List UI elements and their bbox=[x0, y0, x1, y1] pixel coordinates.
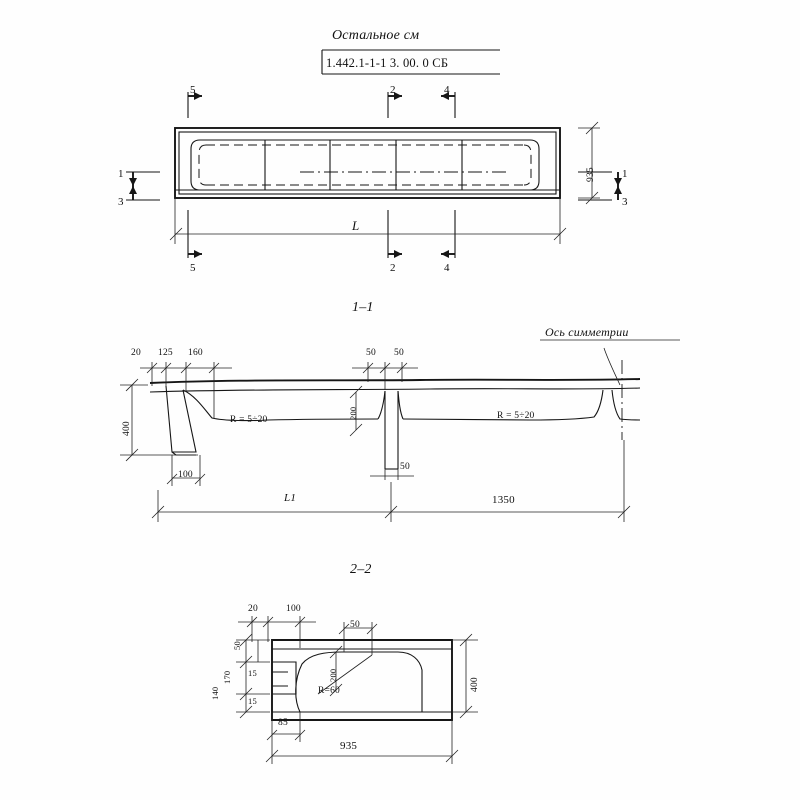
plan-height-dim: 935 bbox=[586, 167, 596, 182]
plan-section-mark-top-4: 4 bbox=[444, 84, 450, 96]
dim-140-s22: 140 bbox=[210, 686, 220, 700]
dim-170-s22: 170 bbox=[222, 670, 232, 684]
dim-200-s22: 200 bbox=[328, 668, 338, 682]
plan-section-mark-bottom-4: 4 bbox=[444, 262, 450, 274]
dim-935-s22: 935 bbox=[340, 740, 358, 752]
dim-100-s22: 100 bbox=[286, 604, 301, 614]
plan-section-mark-left-1: 1 bbox=[118, 168, 124, 180]
dim-50-left-s22: 50 bbox=[232, 641, 242, 650]
radius-note-left: R = 5÷20 bbox=[230, 415, 268, 425]
dim-400-s22: 400 bbox=[470, 677, 480, 692]
plan-section-mark-top-2: 2 bbox=[390, 84, 396, 96]
plan-length-label: L bbox=[352, 218, 360, 233]
radius-note-right: R = 5÷20 bbox=[497, 411, 535, 421]
dim-160-s11: 160 bbox=[188, 348, 203, 358]
plan-section-mark-bottom-2: 2 bbox=[390, 262, 396, 274]
dim-85-s22: 85 bbox=[278, 718, 288, 728]
span-left-label: L1 bbox=[284, 492, 297, 504]
dim-100-s11: 100 bbox=[178, 470, 193, 480]
dim-50-right-s11: 50 bbox=[394, 348, 404, 358]
title-code: 1.442.1-1-1 3. 00. 0 СБ bbox=[326, 56, 449, 70]
span-right-label: 1350 bbox=[492, 494, 515, 506]
plan-section-mark-right-3: 3 bbox=[622, 196, 628, 208]
dim-20-s22: 20 bbox=[248, 604, 258, 614]
dim-200-s11: 200 bbox=[348, 406, 358, 420]
dim-125-s11: 125 bbox=[158, 348, 173, 358]
radius-60-note: R=60 bbox=[318, 686, 340, 696]
axis-of-symmetry-note: Ось симметрии bbox=[545, 325, 629, 339]
dim-50-bottom-s11: 50 bbox=[400, 462, 410, 472]
dim-20-s11: 20 bbox=[131, 348, 141, 358]
plan-section-mark-right-1: 1 bbox=[622, 168, 628, 180]
section-2-2-caption: 2–2 bbox=[350, 562, 372, 577]
dim-15-upper-s22: 15 bbox=[248, 668, 257, 678]
dim-15-lower-s22: 15 bbox=[248, 696, 257, 706]
title-note: Остальное см bbox=[332, 28, 420, 43]
dim-50-s22: 50 bbox=[350, 620, 360, 630]
section-1-1-caption: 1–1 bbox=[352, 300, 374, 315]
plan-section-mark-left-3: 3 bbox=[118, 196, 124, 208]
dim-50-left-s11: 50 bbox=[366, 348, 376, 358]
plan-section-mark-bottom-5: 5 bbox=[190, 262, 196, 274]
dim-400-s11: 400 bbox=[122, 421, 132, 436]
plan-section-mark-top-5: 5 bbox=[190, 84, 196, 96]
